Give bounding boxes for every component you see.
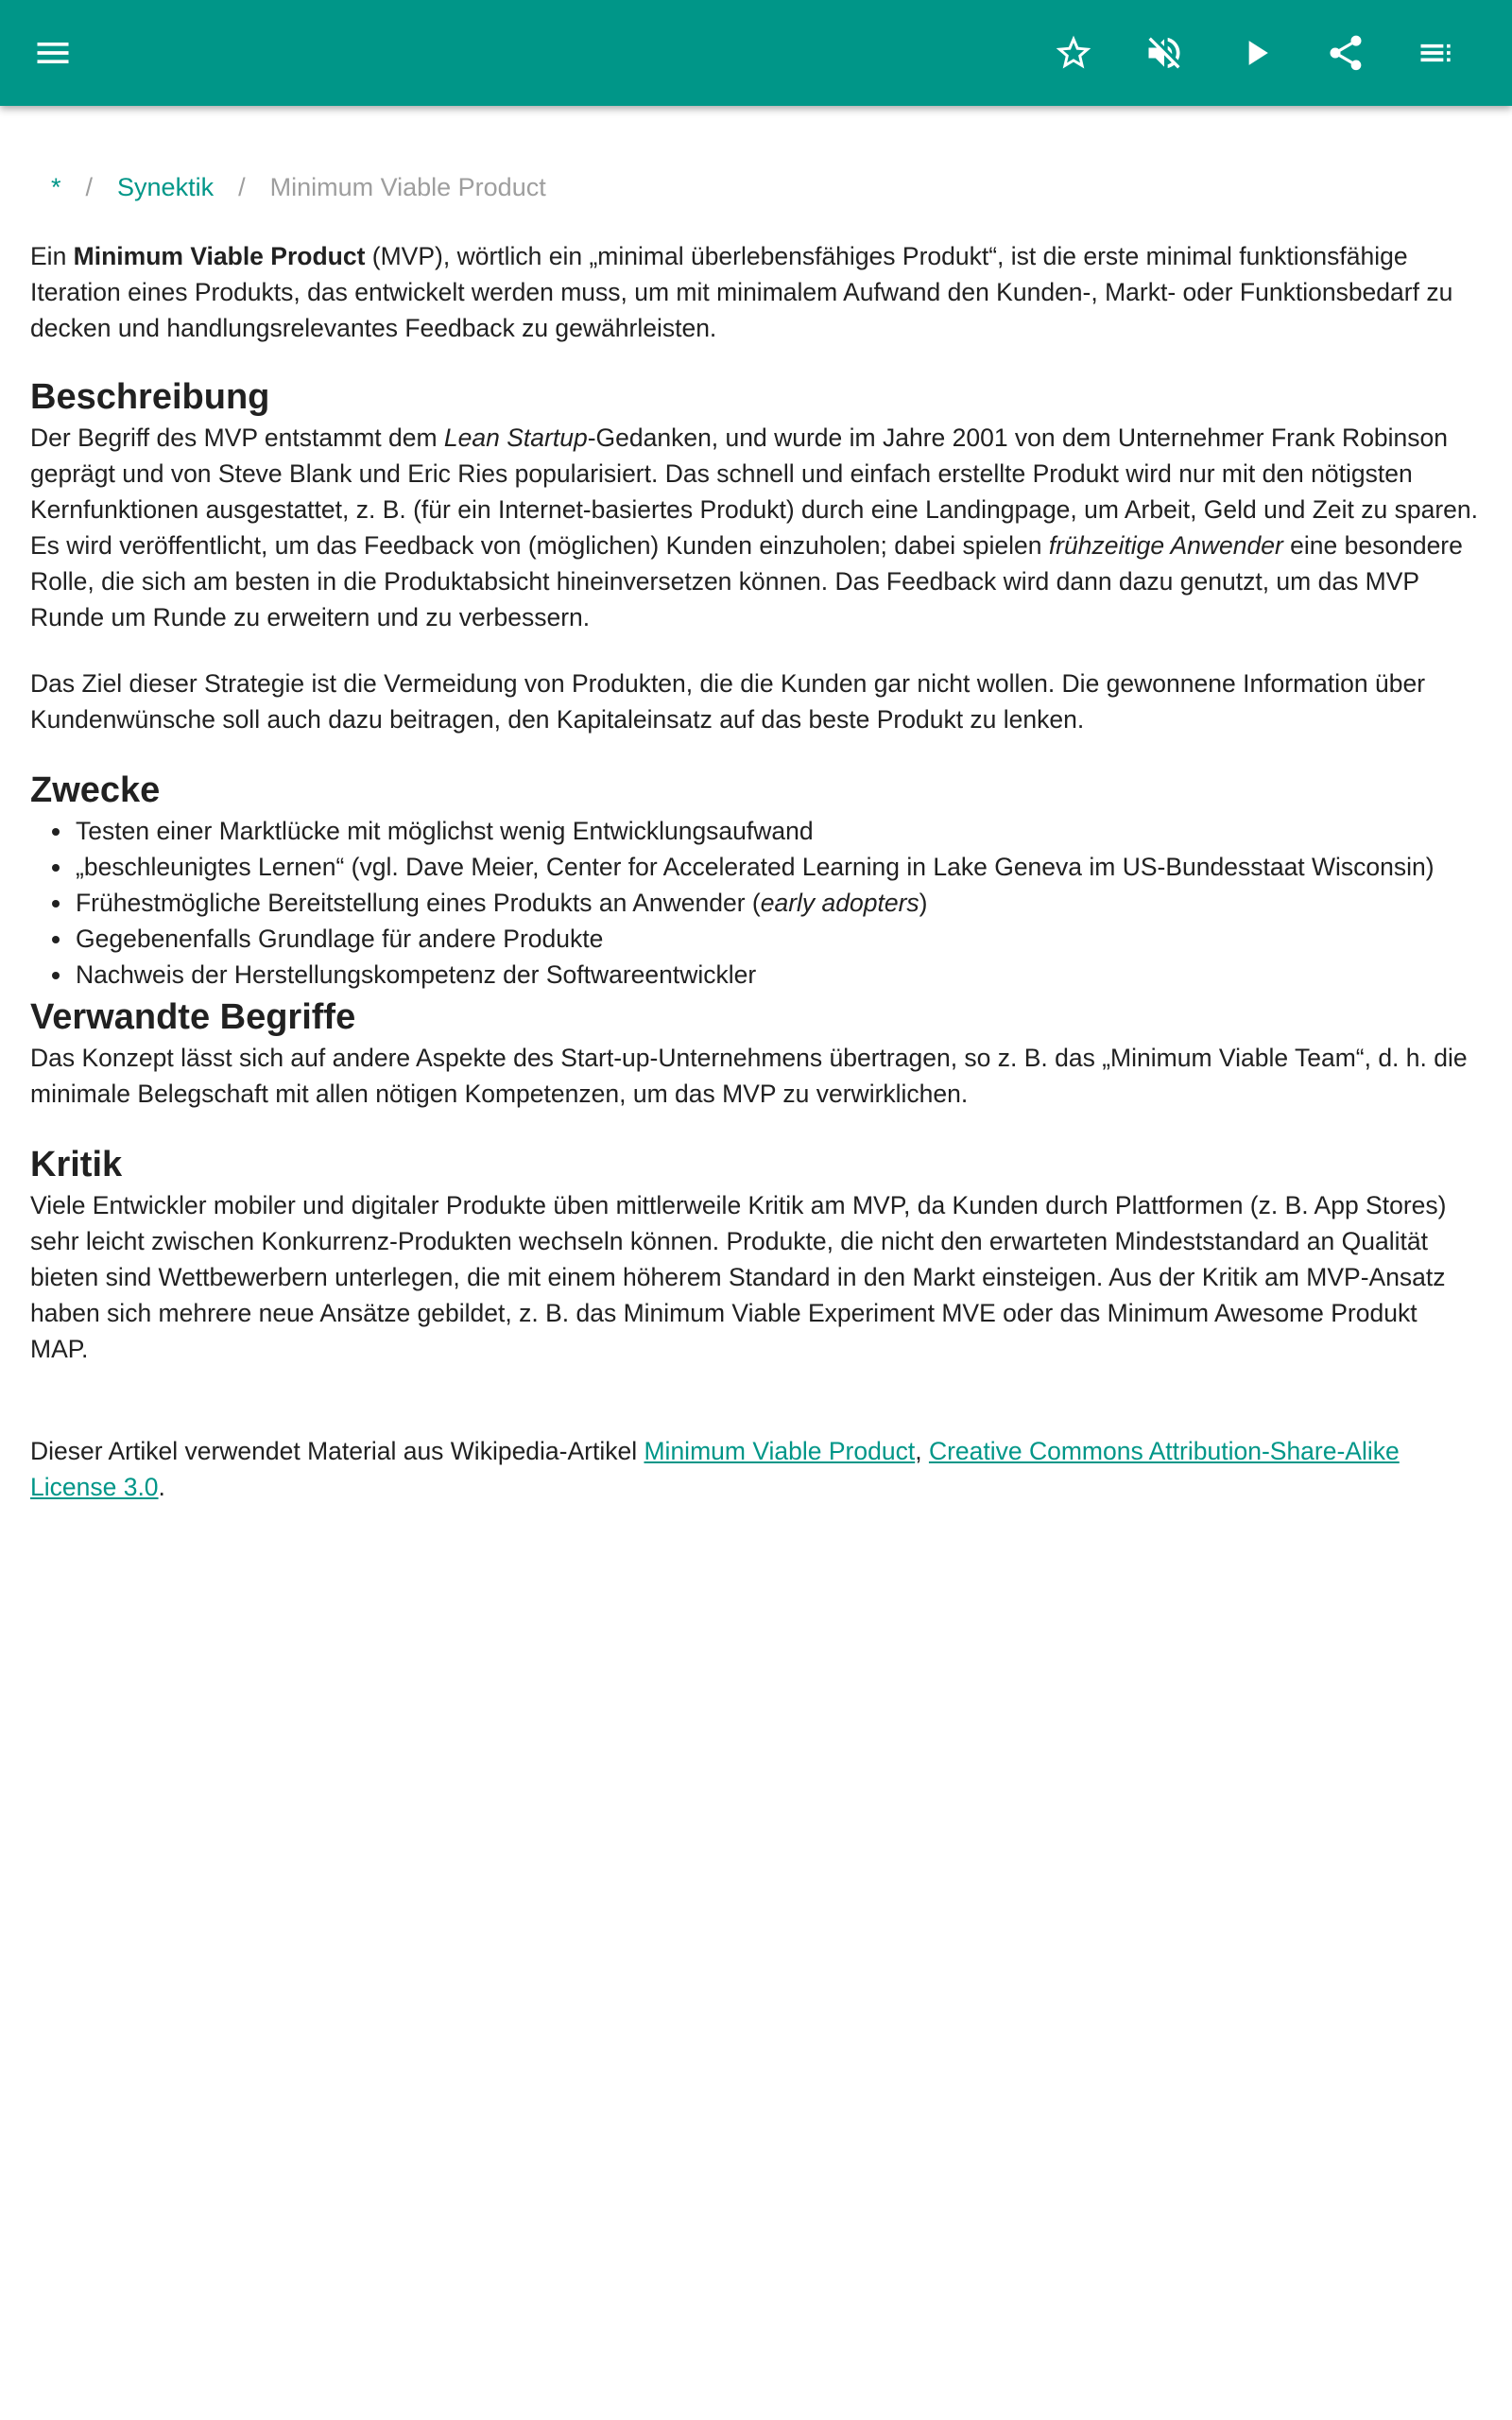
volume-off-icon (1143, 32, 1185, 74)
breadcrumb-separator: / (85, 173, 94, 201)
hamburger-menu-icon (32, 32, 74, 74)
playlist-icon (1416, 32, 1457, 74)
attribution-text: Dieser Artikel verwendet Material aus Wikipedia-Artikel (30, 1437, 644, 1465)
emphasis-early-users: frühzeitige Anwender (1048, 531, 1283, 560)
share-icon (1325, 32, 1366, 74)
beschreibung-paragraph-1 (30, 420, 1482, 635)
license-link[interactable]: Creative Commons Attribution-Share-Alike License 3.0 (30, 1437, 1400, 1501)
list-item: „beschleunigtes Lernen“ (vgl. Dave Meier, Center for Accelerated Learning in Lake Geneva im US-Bundesstaat Wisconsin) (76, 849, 1482, 885)
emphasis-early-adopters: early adopters (760, 889, 919, 917)
menu-button[interactable] (25, 25, 81, 81)
text-segment: Der Begriff des MVP entstammt dem (30, 424, 444, 452)
list-item (76, 885, 1482, 921)
section-heading-kritik: Kritik (30, 1145, 123, 1184)
intro-text: (MVP), wörtlich ein „minimal überlebensfähiges Produkt“, ist die erste minimal funktionsfähige Iteration eines Produkts, das entwickelt werden muss, um mit minimalem Aufwand den Kunden-, Markt- oder Funktionsbedarf zu decken und handlungsrelevantes Feedback zu gewährleisten. (30, 242, 1453, 342)
section-heading-beschreibung: Beschreibung (30, 377, 270, 417)
favorite-button[interactable] (1045, 25, 1102, 81)
playlist-button[interactable] (1408, 25, 1465, 81)
emphasis-lean-startup: Lean Startup (443, 424, 588, 452)
play-icon (1235, 32, 1277, 74)
star-outline-icon (1053, 32, 1094, 74)
breadcrumb-root-link[interactable]: * (51, 173, 61, 201)
attribution-footer (30, 1433, 1482, 1505)
share-button[interactable] (1317, 25, 1374, 81)
verwandte-paragraph: Das Konzept lässt sich auf andere Aspekte des Start-up-Unternehmens übertragen, so z. B. das „Minimum Viable Team“, d. h. die minimale Belegschaft mit allen nötigen Kompetenzen, um das MVP zu verwirklichen. (30, 1044, 1468, 1108)
breadcrumb-current: Minimum Viable Product (269, 173, 546, 201)
app-bar (0, 0, 1512, 106)
breadcrumb-parent-link[interactable]: Synektik (117, 173, 215, 201)
intro-paragraph (30, 238, 1482, 346)
text-segment: eine besondere Rolle, die sich am besten in die Produktabsicht hineinversetzen können. Das Feedback wird dann dazu genutzt, um das MVP Runde um Runde zu erweitern und zu verbessern. (30, 531, 1463, 631)
attribution-separator: , (915, 1437, 929, 1465)
list-item: Testen einer Marktlücke mit möglichst wenig Entwicklungsaufwand (76, 813, 1482, 849)
beschreibung-paragraph-2: Das Ziel dieser Strategie ist die Vermeidung von Produkten, die die Kunden gar nicht wollen. Die gewonnene Information über Kundenwünsche soll auch dazu beitragen, den Kapitaleinsatz auf das beste Produkt zu lenken. (30, 669, 1426, 734)
section-heading-verwandte-begriffe: Verwandte Begriffe (30, 997, 356, 1037)
attribution-period: . (158, 1473, 165, 1501)
breadcrumb (30, 166, 1482, 208)
list-item-text: Frühestmögliche Bereitstellung eines Produkts an Anwender ( (76, 889, 761, 917)
intro-prefix: Ein (30, 242, 74, 270)
text-segment: -Gedanken, und wurde im Jahre 2001 von dem Unternehmer Frank Robinson geprägt und von Steve Blank und Eric Ries popularisiert. Das schnell und einfach erstellte Produkt wird nur mit den nötigsten Kernfunktionen ausgestattet, z. B. (für ein Internet-basiertes Produkt) durch eine Landingpage, um Arbeit, Geld und Zeit zu sparen. Es wird veröffentlicht, um das Feedback von (möglichen) Kunden einzuholen; dabei spielen (30, 424, 1479, 560)
article-content (30, 106, 1482, 1505)
list-item: Nachweis der Herstellungskompetenz der Softwareentwickler (76, 957, 1482, 993)
zwecke-list (30, 813, 1482, 993)
section-heading-zwecke: Zwecke (30, 770, 161, 810)
mute-button[interactable] (1136, 25, 1193, 81)
play-button[interactable] (1228, 25, 1284, 81)
kritik-paragraph: Viele Entwickler mobiler und digitaler Produkte üben mittlerweile Kritik am MVP, da Kunden durch Plattformen (z. B. App Stores) sehr leicht zwischen Konkurrenz-Produkten wechseln können. Produkte, die nicht den erwarteten Mindeststandard an Qualität bieten sind Wettbewerbern unterlegen, die mit einem höherem Standard in den Markt einsteigen. Aus der Kritik am MVP-Ansatz haben sich mehrere neue Ansätze gebildet, z. B. das Minimum Viable Experiment MVE oder das Minimum Awesome Produkt MAP. (30, 1191, 1447, 1363)
breadcrumb-separator: / (238, 173, 246, 201)
list-item: Gegebenenfalls Grundlage für andere Produkte (76, 921, 1482, 957)
wikipedia-article-link[interactable]: Minimum Viable Product (644, 1437, 916, 1465)
intro-term: Minimum Viable Product (73, 242, 366, 270)
list-item-text: ) (919, 889, 928, 917)
